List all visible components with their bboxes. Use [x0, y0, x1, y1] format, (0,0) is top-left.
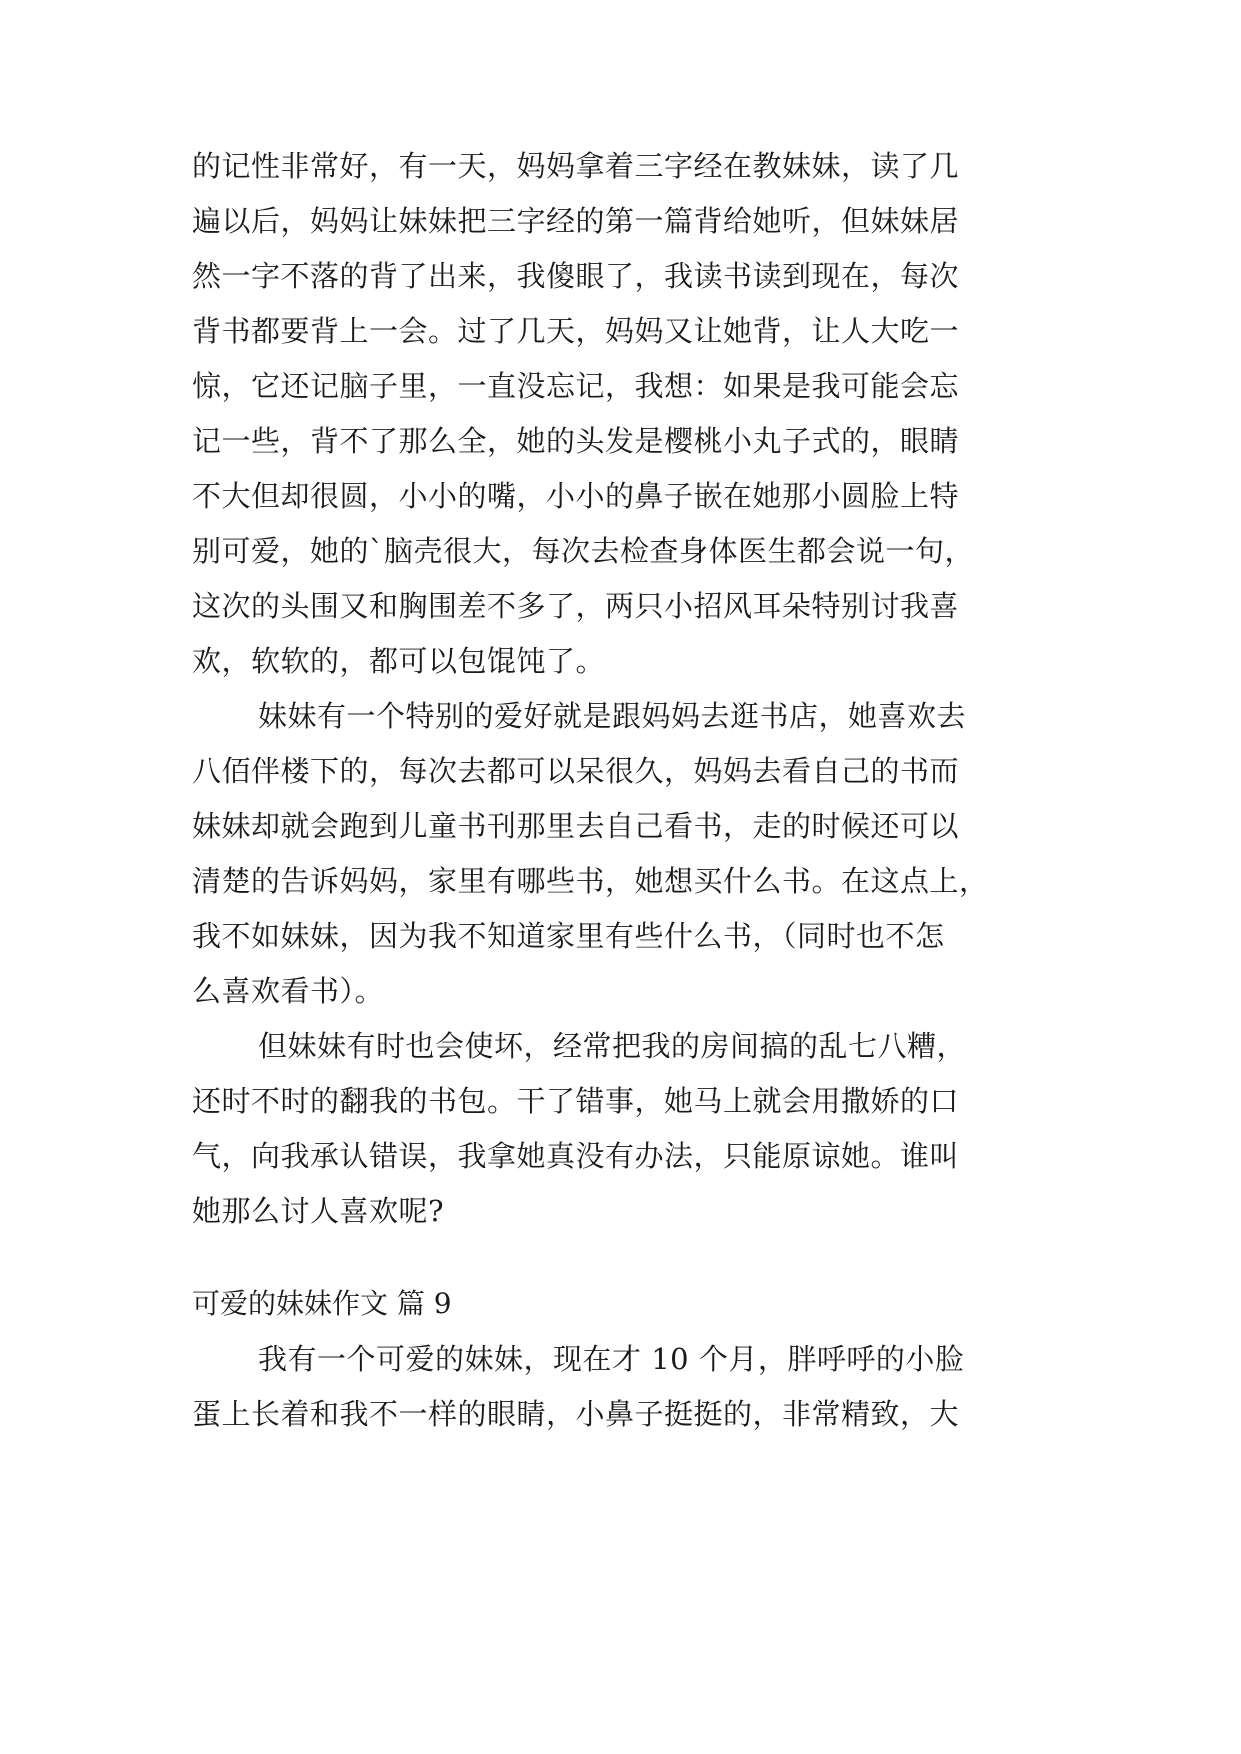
- paragraph-2-line-1: 妹妹有一个特别的爱好就是跟妈妈去逛书店，她喜欢去: [258, 699, 967, 733]
- paragraph-2-line-6: 么喜欢看书）。: [192, 974, 385, 1008]
- paragraph-1-line-9: 这次的头围又和胸围差不多了，两只小招风耳朵特别讨我喜: [192, 589, 960, 623]
- paragraph-3-line-2: 还时不时的翻我的书包。干了错事，她马上就会用撒娇的口: [192, 1084, 960, 1118]
- paragraph-3-line-4: 她那么讨人喜欢呢?: [192, 1194, 445, 1228]
- paragraph-1-line-8: 别可爱，她的`脑壳很大，每次去检查身体医生都会说一句，: [192, 534, 975, 568]
- paragraph-4-line-1: 我有一个可爱的妹妹，现在才 10 个月，胖呼呼的小脸: [258, 1342, 965, 1376]
- paragraph-1-line-2: 遍以后，妈妈让妹妹把三字经的第一篇背给她听，但妹妹居: [192, 204, 960, 238]
- paragraph-2-line-2: 八佰伴楼下的，每次去都可以呆很久，妈妈去看自己的书而: [192, 754, 960, 788]
- section-heading: 可爱的妹妹作文 篇 9: [192, 1287, 452, 1320]
- paragraph-3-line-3: 气，向我承认错误，我拿她真没有办法，只能原谅她。谁叫: [192, 1139, 960, 1173]
- paragraph-1-line-10: 欢，软软的，都可以包馄饨了。: [192, 644, 606, 678]
- paragraph-1-line-4: 背书都要背上一会。过了几天，妈妈又让她背，让人大吃一: [192, 314, 960, 348]
- paragraph-1-line-3: 然一字不落的背了出来，我傻眼了，我读书读到现在，每次: [192, 259, 960, 293]
- paragraph-2-line-3: 妹妹却就会跑到儿童书刊那里去自己看书，走的时候还可以: [192, 809, 960, 843]
- paragraph-1-line-7: 不大但却很圆，小小的嘴，小小的鼻子嵌在她那小圆脸上特: [192, 479, 960, 513]
- paragraph-2-line-4: 清楚的告诉妈妈，家里有哪些书，她想买什么书。在这点上，: [192, 864, 989, 898]
- paragraph-3-line-1: 但妹妹有时也会使坏，经常把我的房间搞的乱七八糟，: [258, 1029, 967, 1063]
- paragraph-1-line-1: 的记性非常好，有一天，妈妈拿着三字经在教妹妹，读了几: [192, 149, 960, 183]
- paragraph-4-line-2: 蛋上长着和我不一样的眼睛，小鼻子挺挺的，非常精致，大: [192, 1397, 960, 1431]
- paragraph-1-line-6: 记一些，背不了那么全，她的头发是樱桃小丸子式的，眼睛: [192, 424, 960, 458]
- paragraph-1-line-5: 惊，它还记脑子里，一直没忘记，我想：如果是我可能会忘: [192, 369, 960, 403]
- paragraph-2-line-5: 我不如妹妹，因为我不知道家里有些什么书，（同时也不怎: [192, 919, 945, 953]
